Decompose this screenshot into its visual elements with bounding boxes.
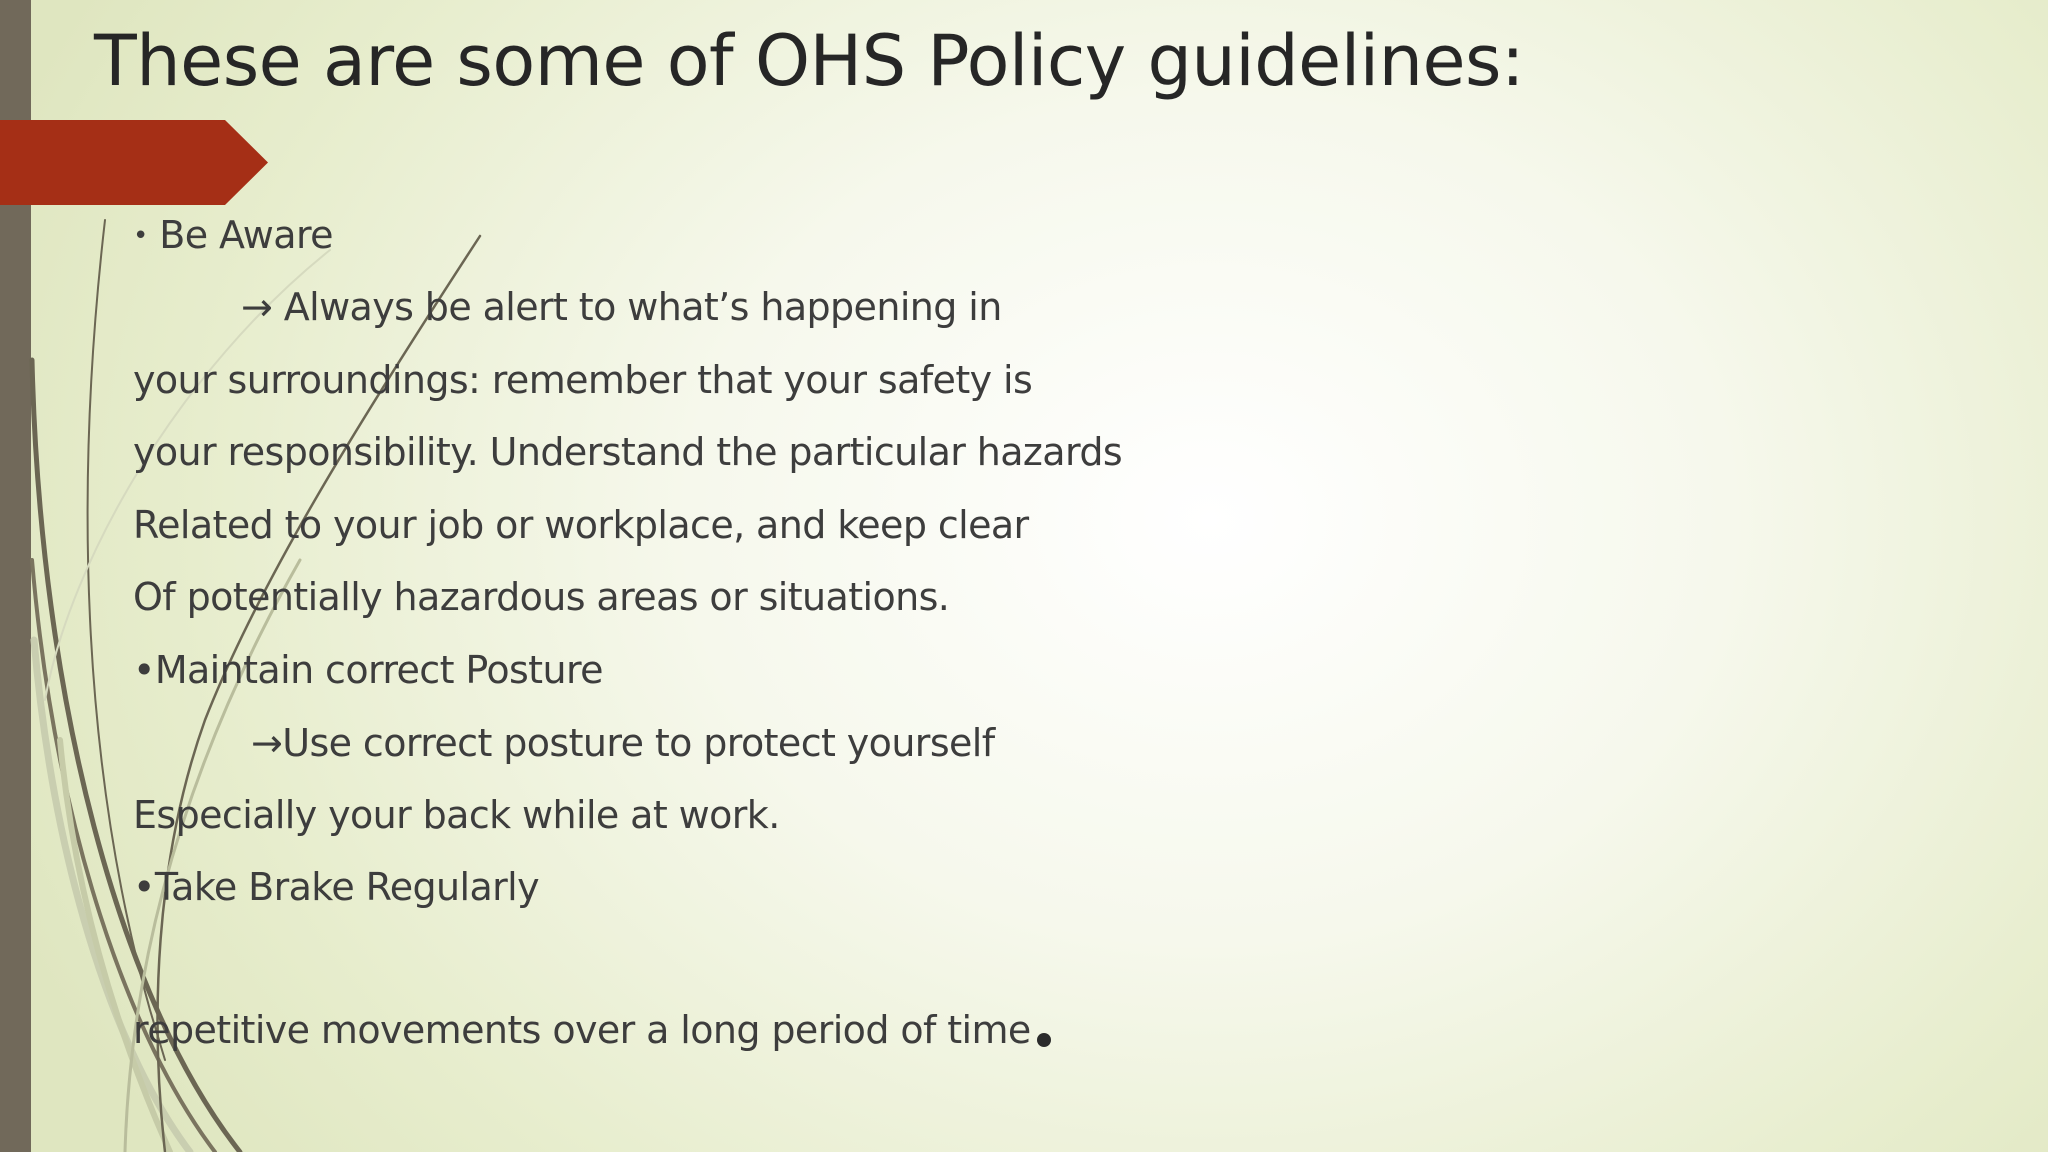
be-aware-detail-line-1: → Always be alert to what’s happening in (241, 285, 1002, 329)
bullet-maintain-posture: •Maintain correct Posture (133, 648, 603, 692)
be-aware-detail-line-2: your surroundings: remember that your safety is (133, 358, 1033, 402)
slide-title: These are some of OHS Policy guidelines: (94, 20, 1525, 102)
be-aware-detail-line-4: Related to your job or workplace, and keep clear (133, 503, 1029, 547)
bullet-take-break: •Take Brake Regularly (133, 865, 540, 909)
bullet-dot: • (133, 221, 148, 251)
posture-detail-line-2: Especially your back while at work. (133, 793, 780, 837)
take-break-detail-text: repetitive movements over a long period of time (133, 1008, 1031, 1052)
take-break-detail-line (133, 1000, 1051, 1060)
red-arrow-tab (0, 120, 270, 205)
be-aware-detail-line-3: your responsibility. Understand the particular hazards (133, 430, 1123, 474)
trailing-bullet-dot (1037, 1033, 1051, 1047)
bullet-be-aware-label: Be Aware (147, 213, 333, 257)
posture-detail-line-1: →Use correct posture to protect yourself (251, 721, 995, 765)
bullet-be-aware (133, 205, 333, 265)
be-aware-detail-line-5: Of potentially hazardous areas or situations. (133, 575, 950, 619)
